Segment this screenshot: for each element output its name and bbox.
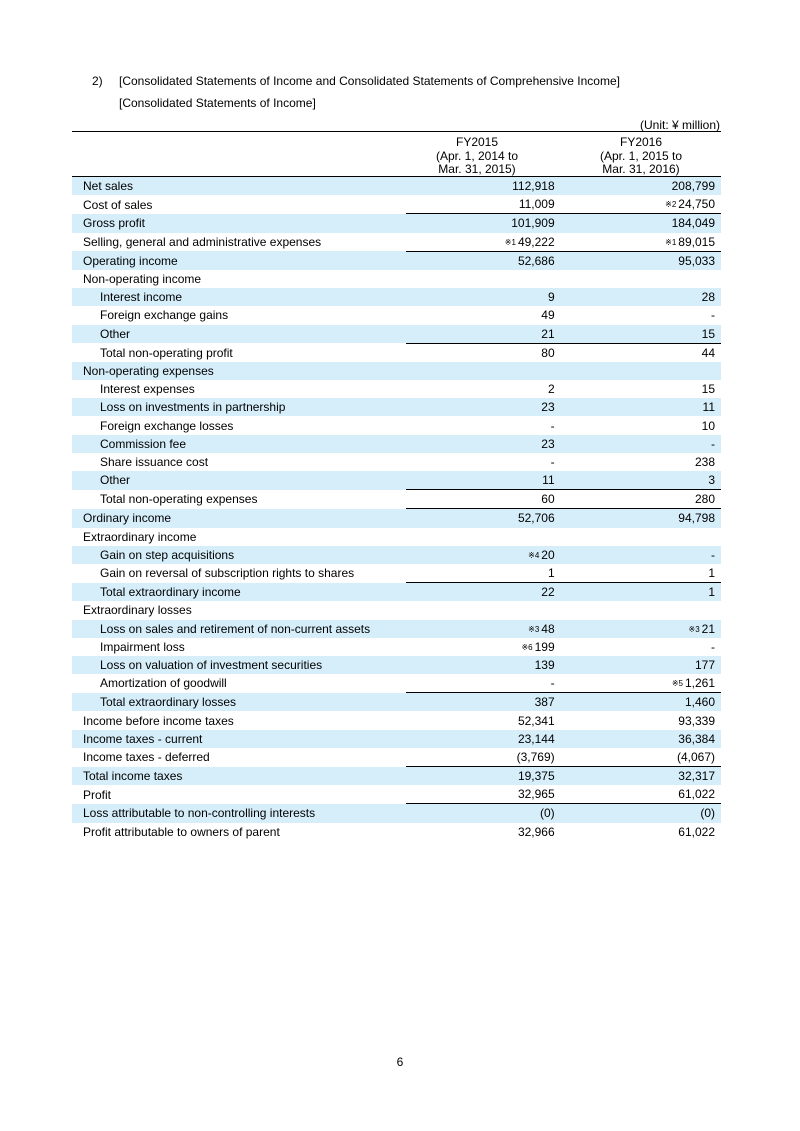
value-fy2015 [406,564,561,583]
value-fy2015 [406,785,561,804]
row-label: Total non-operating profit [100,345,233,360]
table-row [72,288,721,306]
amount: 21 [701,621,715,636]
amount: 15 [701,326,715,341]
row-label: Commission fee [72,435,406,453]
row-label: Total non-operating expenses [100,492,258,507]
amount: 32,317 [678,769,715,784]
amount: 11 [542,473,555,488]
amount: 93,339 [678,713,715,728]
amount: 112,918 [512,179,555,194]
amount: 1,460 [684,695,715,710]
value-fy2015 [406,767,561,786]
value-fy2016 [561,693,721,712]
value-fy2016 [561,343,721,362]
value-fy2016 [561,767,721,786]
amount: - [711,639,715,654]
value-fy2015 [406,583,561,602]
value-fy2015 [406,214,561,233]
value-fy2015 [406,416,561,434]
row-label: Income taxes - deferred [83,750,210,765]
value-fy2016 [561,601,721,619]
value-fy2016 [561,748,721,767]
statement-title: [Consolidated Statements of Income] [119,96,316,110]
amount: 28 [701,290,715,305]
row-label: Income taxes - current [72,730,406,748]
income-statement-table [72,177,721,841]
value-fy2016 [561,233,721,252]
amount: - [711,308,715,323]
row-label: Other [72,471,406,490]
note-mark: ※1 [504,237,516,247]
value-fy2015 [406,601,561,619]
amount: 48 [541,621,555,636]
value-fy2015 [406,509,561,528]
amount: - [550,454,555,469]
table-row [72,601,721,619]
amount: 23,144 [517,731,555,746]
amount: 101,909 [511,216,555,231]
table-row [72,306,721,324]
table-row [72,195,721,214]
row-label: Profit [83,787,112,802]
table-row [72,398,721,416]
table-row [72,583,721,602]
value-fy2016 [561,398,721,416]
table-row [72,528,721,546]
row-label: Share issuance cost [100,454,209,469]
value-fy2015 [406,730,561,748]
row-label: Gain on step acquisitions [72,546,406,564]
value-fy2015 [406,804,561,823]
amount: 1 [708,566,715,581]
value-fy2015 [406,343,561,362]
amount: 10 [701,418,715,433]
table-row [72,270,721,288]
amount: - [550,418,555,433]
table-row [72,711,721,729]
value-fy2016 [561,785,721,804]
column-header-line: Mar. 31, 2015) [438,162,516,176]
section-title: [Consolidated Statements of Income and Consolidated Statements of Comprehensive Income] [119,74,620,88]
table-row [72,325,721,344]
amount: 208,799 [671,179,715,194]
amount: 49,222 [517,234,555,249]
table-row [72,546,721,564]
value-fy2015 [406,620,561,638]
value-fy2015 [406,362,561,380]
value-fy2015 [406,471,561,490]
note-mark: ※4 [528,550,540,560]
value-fy2015 [406,546,561,564]
value-fy2015 [406,288,561,306]
table-row [72,656,721,674]
value-fy2016 [561,546,721,564]
value-fy2016 [561,195,721,214]
section-heading [92,74,620,88]
amount: 22 [541,585,555,600]
row-label: Total extraordinary income [72,583,406,602]
amount: 95,033 [678,253,715,268]
amount: 24,750 [678,197,715,212]
value-fy2016 [561,490,721,509]
table-row [72,564,721,583]
amount: 80 [541,345,555,360]
table-row [72,785,721,804]
value-fy2016 [561,435,721,453]
amount: 3 [708,473,715,488]
row-label: Income before income taxes [83,713,234,728]
value-fy2015 [406,435,561,453]
table-row [72,748,721,767]
value-fy2016 [561,656,721,674]
amount: 19,375 [517,769,555,784]
unit-note: (Unit: ¥ million) [639,118,720,132]
value-fy2015 [406,656,561,674]
value-fy2015 [406,306,561,324]
value-fy2016 [561,214,721,233]
amount: 184,049 [671,216,715,231]
table-row [72,251,721,270]
value-fy2016 [561,583,721,602]
amount: 94,798 [678,511,715,526]
note-mark: ※3 [528,624,540,634]
row-label: Interest income [72,288,406,306]
value-fy2015 [406,251,561,270]
row-label: Selling, general and administrative expenses [83,234,322,249]
top-rule [72,131,721,132]
value-fy2016 [561,509,721,528]
amount: 60 [541,492,555,507]
value-fy2016 [561,288,721,306]
amount: - [550,676,555,691]
row-label: Extraordinary income [83,529,197,544]
amount: 280 [694,492,715,507]
amount: (3,769) [516,749,555,764]
income-statement-body [72,177,721,841]
section-number: 2) [92,74,103,88]
value-fy2015 [406,693,561,712]
value-fy2016 [561,380,721,398]
row-label: Operating income [72,251,406,270]
amount: - [711,436,715,451]
row-label: Other [72,325,406,344]
value-fy2016 [561,416,721,434]
amount: 44 [701,345,715,360]
amount: (0) [700,806,715,821]
amount: (4,067) [676,749,715,764]
value-fy2016 [561,564,721,583]
note-mark: ※6 [521,642,533,652]
column-header-fy2016 [590,136,692,177]
column-header-fy2015 [426,136,528,177]
table-row [72,490,721,509]
row-label: Loss attributable to non-controlling interests [72,804,406,823]
value-fy2016 [561,270,721,288]
table-row [72,214,721,233]
table-row [72,638,721,656]
note-mark: ※3 [688,624,700,634]
value-fy2015 [406,195,561,214]
table-row [72,767,721,786]
page-number: 6 [396,1055,404,1069]
note-mark: ※1 [665,237,677,247]
column-header-line: Mar. 31, 2016) [602,162,680,176]
amount: 61,022 [678,787,715,802]
amount: 139 [534,657,555,672]
row-label: Impairment loss [100,639,185,654]
value-fy2016 [561,620,721,638]
value-fy2016 [561,471,721,490]
amount: 32,966 [517,824,555,839]
table-row [72,435,721,453]
amount: 11 [702,400,715,415]
value-fy2015 [406,674,561,693]
value-fy2016 [561,362,721,380]
amount: 61,022 [678,824,715,839]
value-fy2015 [406,177,561,195]
amount: 9 [547,290,555,305]
amount: 32,965 [517,787,555,802]
row-label: Loss on sales and retirement of non-current assets [72,620,406,638]
table-row [72,453,721,471]
row-label: Extraordinary losses [83,603,192,618]
amount: (0) [539,806,555,821]
value-fy2016 [561,823,721,841]
value-fy2016 [561,306,721,324]
table-row [72,693,721,712]
amount: 52,706 [517,511,555,526]
table-row [72,471,721,490]
amount: 20 [541,547,555,562]
amount: 387 [534,695,555,710]
value-fy2016 [561,711,721,729]
value-fy2016 [561,638,721,656]
row-label: Cost of sales [83,197,153,212]
amount: 238 [694,454,715,469]
row-label: Foreign exchange gains [100,308,229,323]
row-label: Foreign exchange losses [100,418,234,433]
amount: 177 [694,657,715,672]
value-fy2015 [406,490,561,509]
row-label: Total income taxes [72,767,406,786]
table-row [72,674,721,693]
value-fy2016 [561,453,721,471]
column-header-line: FY2015 [455,135,499,149]
value-fy2016 [561,528,721,546]
table-row [72,509,721,528]
table-row [72,343,721,362]
value-fy2015 [406,380,561,398]
row-label: Ordinary income [72,509,406,528]
amount: 52,341 [517,713,555,728]
amount: 2 [547,382,555,397]
table-row [72,177,721,195]
table-row [72,804,721,823]
amount: - [711,547,715,562]
column-header-line: FY2016 [619,135,663,149]
value-fy2016 [561,177,721,195]
note-mark: ※5 [671,679,683,689]
row-label: Loss on valuation of investment securities [72,656,406,674]
amount: 15 [701,382,715,397]
row-label: Gain on reversal of subscription rights to shares [100,566,355,581]
amount: 199 [534,639,555,654]
value-fy2015 [406,453,561,471]
row-label: Profit attributable to owners of parent [83,824,280,839]
value-fy2016 [561,325,721,344]
value-fy2015 [406,233,561,252]
amount: 11,009 [518,197,555,212]
value-fy2015 [406,638,561,656]
table-row [72,730,721,748]
value-fy2015 [406,528,561,546]
amount: 36,384 [678,731,715,746]
amount: 49 [541,308,555,323]
table-row [72,823,721,841]
value-fy2016 [561,251,721,270]
row-label: Non-operating expenses [72,362,406,380]
value-fy2015 [406,711,561,729]
amount: 1 [708,585,715,600]
amount: 1 [547,566,555,581]
note-mark: ※2 [665,200,677,210]
table-row [72,233,721,252]
amount: 21 [541,326,555,341]
column-header-line: (Apr. 1, 2015 to [599,148,683,163]
row-label: Net sales [72,177,406,195]
value-fy2015 [406,748,561,767]
table-row [72,620,721,638]
row-label: Interest expenses [100,382,195,397]
amount: 89,015 [678,234,715,249]
row-label: Loss on investments in partnership [72,398,406,416]
amount: 23 [541,400,555,415]
amount: 52,686 [517,253,555,268]
row-label: Amortization of goodwill [100,676,227,691]
column-header-line: (Apr. 1, 2014 to [435,148,519,163]
value-fy2015 [406,398,561,416]
value-fy2016 [561,804,721,823]
value-fy2015 [406,270,561,288]
value-fy2015 [406,823,561,841]
amount: 1,261 [684,676,715,691]
row-label: Gross profit [72,214,406,233]
value-fy2016 [561,674,721,693]
value-fy2015 [406,325,561,344]
row-label: Non-operating income [83,272,202,287]
row-label: Total extraordinary losses [72,693,406,712]
table-row [72,416,721,434]
value-fy2016 [561,730,721,748]
table-row [72,362,721,380]
amount: 23 [541,436,555,451]
table-row [72,380,721,398]
